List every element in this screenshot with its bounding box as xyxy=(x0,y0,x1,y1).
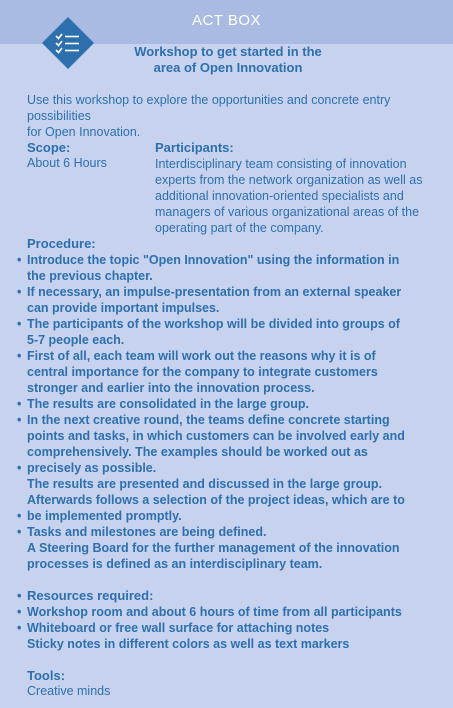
procedure-line: A Steering Board for the further management of the innovation xyxy=(27,541,400,555)
intro-text xyxy=(27,92,447,140)
subtitle-line: area of Open Innovation xyxy=(153,60,303,75)
procedure-line: The results are presented and discussed in the large group. xyxy=(27,477,382,491)
participants-line: Interdisciplinary team consisting of innovation xyxy=(155,157,407,171)
intro-line: for Open Innovation. xyxy=(27,125,141,139)
participants-label: Participants: xyxy=(155,140,234,155)
procedure-line: points and tasks, in which customers can be involved early and xyxy=(27,429,405,443)
participants-line: additional innovation-oriented specialists and xyxy=(155,189,404,203)
procedure-line: the previous chapter. xyxy=(27,269,153,283)
procedure-line: • In the next creative round, the teams define concrete starting xyxy=(27,412,447,428)
resources-line: • Whiteboard or free wall surface for attaching notes xyxy=(27,620,447,636)
tools-label: Tools: xyxy=(27,668,66,683)
procedure-line: can provide important impulses. xyxy=(27,301,220,315)
procedure-line: • Tasks and milestones are being defined. xyxy=(27,524,447,540)
procedure-line: stronger and earlier into the innovation process. xyxy=(27,381,315,395)
intro-line: Use this workshop to explore the opportunities and concrete entry possibilities xyxy=(27,93,391,123)
page-subtitle xyxy=(115,44,341,76)
resources-line: Sticky notes in different colors as well as text markers xyxy=(27,637,350,651)
resources-label: • Resources required: xyxy=(27,588,153,604)
procedure-line: • The participants of the workshop will be divided into groups of xyxy=(27,316,447,332)
scope-label: Scope: xyxy=(27,140,71,155)
procedure-label: Procedure: xyxy=(27,236,96,251)
procedure-line: Afterwards follows a selection of the project ideas, which are to xyxy=(27,493,405,507)
procedure-line: • First of all, each team will work out the reasons why it is of xyxy=(27,348,447,364)
tools-value: Creative minds xyxy=(27,684,111,698)
resources-line: • Workshop room and about 6 hours of time from all participants xyxy=(27,604,447,620)
resources-list xyxy=(27,604,447,652)
header-title: ACT BOX xyxy=(191,12,262,29)
subtitle-line: Workshop to get started in the xyxy=(134,44,322,59)
checklist-icon xyxy=(41,16,95,70)
participants-line: operating part of the company. xyxy=(155,221,324,235)
procedure-line: • The results are consolidated in the large group. xyxy=(27,396,447,412)
participants-text xyxy=(155,156,423,236)
procedure-line: • Introduce the topic "Open Innovation" using the information in xyxy=(27,252,447,268)
procedure-line: central importance for the company to integrate customers xyxy=(27,365,378,379)
participants-line: experts from the network organization as well as xyxy=(155,173,423,187)
procedure-line: • If necessary, an impulse-presentation from an external speaker xyxy=(27,284,447,300)
procedure-line: • be implemented promptly. xyxy=(27,508,447,524)
procedure-line: 5-7 people each. xyxy=(27,333,125,347)
procedure-line: • precisely as possible. xyxy=(27,460,447,476)
procedure-line: processes is defined as an interdisciplinary team. xyxy=(27,557,323,571)
procedure-line: comprehensively. The examples should be worked out as xyxy=(27,445,368,459)
participants-line: managers of various organizational areas of the xyxy=(155,205,420,219)
scope-value: About 6 Hours xyxy=(27,156,107,170)
procedure-list xyxy=(27,252,447,572)
